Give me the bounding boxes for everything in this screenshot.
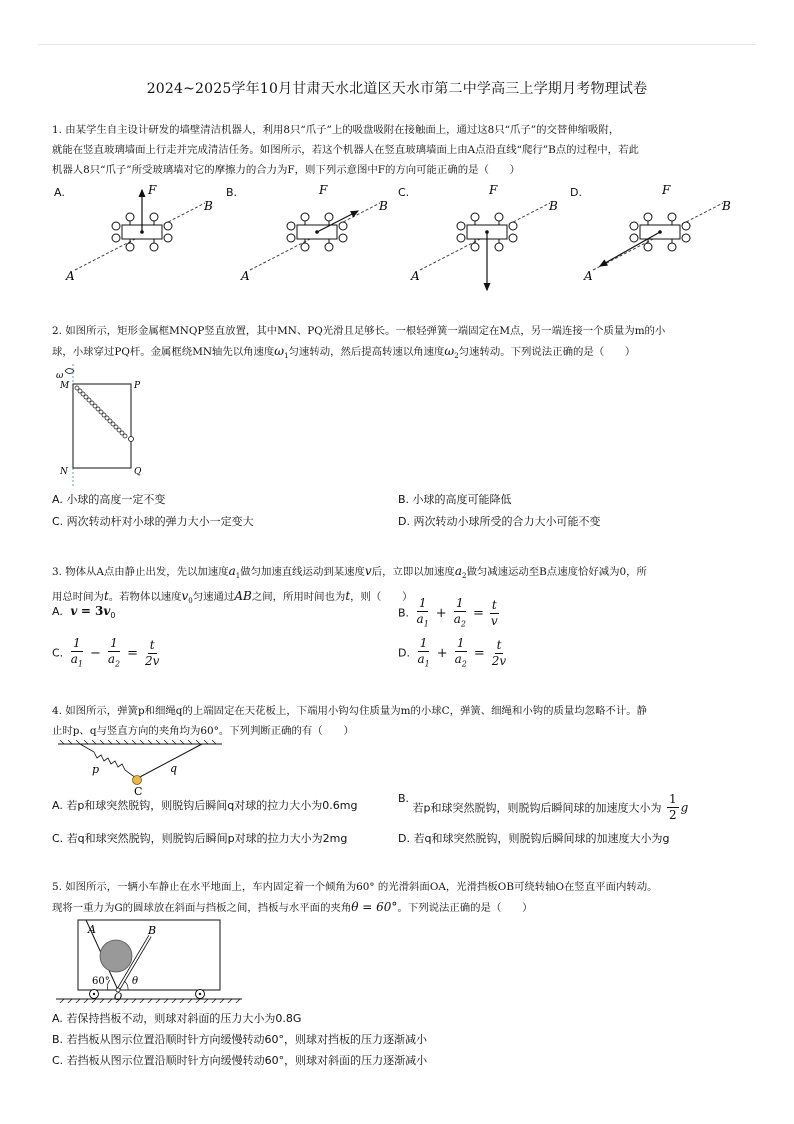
label-a: A <box>241 269 250 283</box>
fraction: $\frac{1}{2}$ <box>669 792 677 822</box>
sphere <box>100 940 132 972</box>
fraction: $\frac{1}{a_2}$ <box>454 636 467 669</box>
label-o: O <box>114 992 123 1003</box>
q5-option-b: B. 若挡板从图示位置沿顺时针方向缓慢转动60°，则球对挡板的压力逐渐减小 <box>52 1033 428 1046</box>
label-p: P <box>134 381 141 391</box>
q1-option-c-label: C. <box>398 186 410 199</box>
q1-option-b-figure <box>235 180 405 290</box>
q5-line-2: 现将一重力为G的圆球放在斜面与挡板之间，挡板与水平面的夹角θ = 60°。下列说法正确的是（ ） <box>52 900 533 914</box>
q1-option-d-label: D. <box>570 186 582 199</box>
header-rule <box>38 44 756 45</box>
label-c: C <box>134 785 143 798</box>
q2-figure <box>52 364 152 489</box>
question-5-text <box>52 877 742 918</box>
q2-option-d: D. 两次转动小球所受的合力大小可能不变 <box>398 515 601 528</box>
q1-option-c-figure <box>405 180 575 300</box>
q3-option-c: C. $\frac{1}{a_1}$ − $\frac{1}{a_2}$ = $\frac{t}{2v}$ <box>52 636 163 671</box>
q4-option-d: D. 若q和球突然脱钩，则脱钩后瞬间球的加速度大小为g <box>398 832 670 845</box>
label-n: N <box>60 467 68 477</box>
label-60-degrees: 60° <box>92 976 110 987</box>
q4-line-2: 止时p、q与竖直方向的夹角均为60°。下列判断正确的有（ ） <box>52 725 354 737</box>
q5-line-1: 5. 如图所示，一辆小车静止在水平地面上，车内固定着一个倾角为60° 的光滑斜面OA，光滑挡板OB可绕转轴O在竖直平面内转动。 <box>52 881 658 893</box>
ground-hatch <box>60 999 240 1003</box>
label-a: A <box>88 923 96 936</box>
question-2-text <box>52 321 742 366</box>
label-a: A <box>66 269 75 283</box>
label-b: B <box>549 199 558 213</box>
q2-line-2: 球，小球穿过PQ杆。金属框绕MN轴先以角速度$\omega_1$匀速转动，然后提高转速以角速度$\omega_2$匀速转动。下列说法正确的是（ ） <box>52 344 636 361</box>
label-b: B <box>204 199 213 213</box>
fraction: $\frac{1}{a_2}$ <box>107 636 121 669</box>
label-f: F <box>489 183 498 197</box>
q2-line-1: 2. 如图所示，矩形金属框MNQP竖直放置，其中MN、PQ光滑且足够长。一根轻弹簧一端固定在M点，另一端连接一个质量为m的小 <box>52 325 666 337</box>
q1-line-3: 机器人8只“爪子”所受玻璃墙对它的摩擦力的合力为F，则下列示意图中F的方向可能正确的是（ ） <box>52 164 521 176</box>
q3-option-b: B. $\frac{1}{a_1}$ + $\frac{1}{a_2}$ = $\frac{t}{v}$ <box>398 596 502 631</box>
fraction: $\frac{t}{v}$ <box>490 598 498 629</box>
label-a: A <box>584 269 593 283</box>
q1-option-a-label: A. <box>54 186 65 199</box>
q4-figure <box>52 740 227 798</box>
label-q: q <box>170 762 178 775</box>
fraction: $\frac{1}{a_2}$ <box>453 596 466 629</box>
q2-option-c: C. 两次转动杆对小球的弹力大小一定变大 <box>52 515 254 528</box>
metal-frame <box>73 384 131 468</box>
question-4-text <box>52 701 742 741</box>
q2-option-b: B. 小球的高度可能降低 <box>398 493 512 506</box>
label-f: F <box>319 183 328 197</box>
q3-line-1: 3. 物体从A点由静止出发，先以加速度$a_1$做匀加速直线运动到某速度v后，立即以加速度$a_2$做匀减速运动至B点速度恰好减为0，所 <box>52 564 647 581</box>
question-3-text <box>52 561 742 611</box>
q3-option-d: D. $\frac{1}{a_1}$ + $\frac{1}{a_2}$ = $\frac{t}{2v}$ <box>398 636 510 671</box>
spring-icon <box>75 386 127 438</box>
q3-line-2: 用总时间为t。若物体以速度$v_0$匀速通过AB之间，所用时间也为t，则（ ） <box>52 589 413 606</box>
q2-option-a: A. 小球的高度一定不变 <box>52 493 166 506</box>
page-title: 2024~2025学年10月甘肃天水北道区天水市第二中学高三上学期月考物理试卷 <box>146 81 648 97</box>
ball <box>129 437 134 442</box>
label-b: B <box>379 199 388 213</box>
label-b: B <box>148 924 157 937</box>
q1-option-b-label: B. <box>226 186 238 199</box>
spring-icon <box>80 744 136 778</box>
ball-c <box>133 776 142 785</box>
label-a: A <box>411 269 420 283</box>
q1-line-2: 就能在竖直玻璃墙面上行走并完成清洁任务。如图所示，若这个机器人在竖直玻璃墙面上由A点沿直线“爬行”B点的过程中，若此 <box>52 144 639 156</box>
label-p: p <box>92 763 100 776</box>
q5-figure <box>54 916 244 1008</box>
question-1-text <box>52 120 742 180</box>
q4-line-1: 4. 如图所示，弹簧p和细绳q的上端固定在天花板上，下端用小钩勾住质量为m的小球C，弹簧、细绳和小钩的质量均忽略不计。静 <box>52 705 648 717</box>
q3-option-a: A. $v = 3v_0$ <box>52 604 116 621</box>
label-m: M <box>60 381 70 391</box>
q4-option-b: B. 若p和球突然脱钩，则脱钩后瞬间球的加速度大小为 $\frac{1}{2}$ g <box>398 792 689 822</box>
label-f: F <box>662 183 671 197</box>
q1-option-a-figure <box>60 180 230 290</box>
label-q: Q <box>134 467 142 477</box>
theta-arc <box>124 981 128 990</box>
label-f: F <box>148 183 157 197</box>
omega-label: ω <box>56 371 64 381</box>
fraction: $\frac{t}{2v}$ <box>145 638 160 669</box>
fraction: $\frac{1}{a_1}$ <box>70 636 83 669</box>
q5-option-a: A. 若保持挡板不动，则球对斜面的压力大小为0.8G <box>52 1012 302 1025</box>
q5-option-c: C. 若挡板从图示位置沿顺时针方向缓慢转动60°，则球对斜面的压力逐渐减小 <box>52 1054 428 1067</box>
q1-line-1: 1. 由某学生自主设计研发的墙壁清洁机器人，利用8只“爪子”上的吸盘吸附在接触面上，通过这8只“爪子”的交替伸缩吸附， <box>52 124 620 136</box>
label-theta: θ <box>132 976 139 987</box>
fraction: $\frac{1}{a_1}$ <box>417 636 430 669</box>
label-b: B <box>722 199 731 213</box>
fraction: $\frac{t}{2v}$ <box>491 638 507 669</box>
ceiling-hatch <box>60 740 216 744</box>
q1-option-d-figure <box>578 180 748 290</box>
q4-option-a: A. 若p和球突然脱钩，则脱钩后瞬间q对球的拉力大小为0.6mg <box>52 799 358 812</box>
fraction: $\frac{1}{a_1}$ <box>416 596 429 629</box>
q4-option-c: C. 若q和球突然脱钩，则脱钩后瞬间p对球的拉力大小为2mg <box>52 832 348 845</box>
